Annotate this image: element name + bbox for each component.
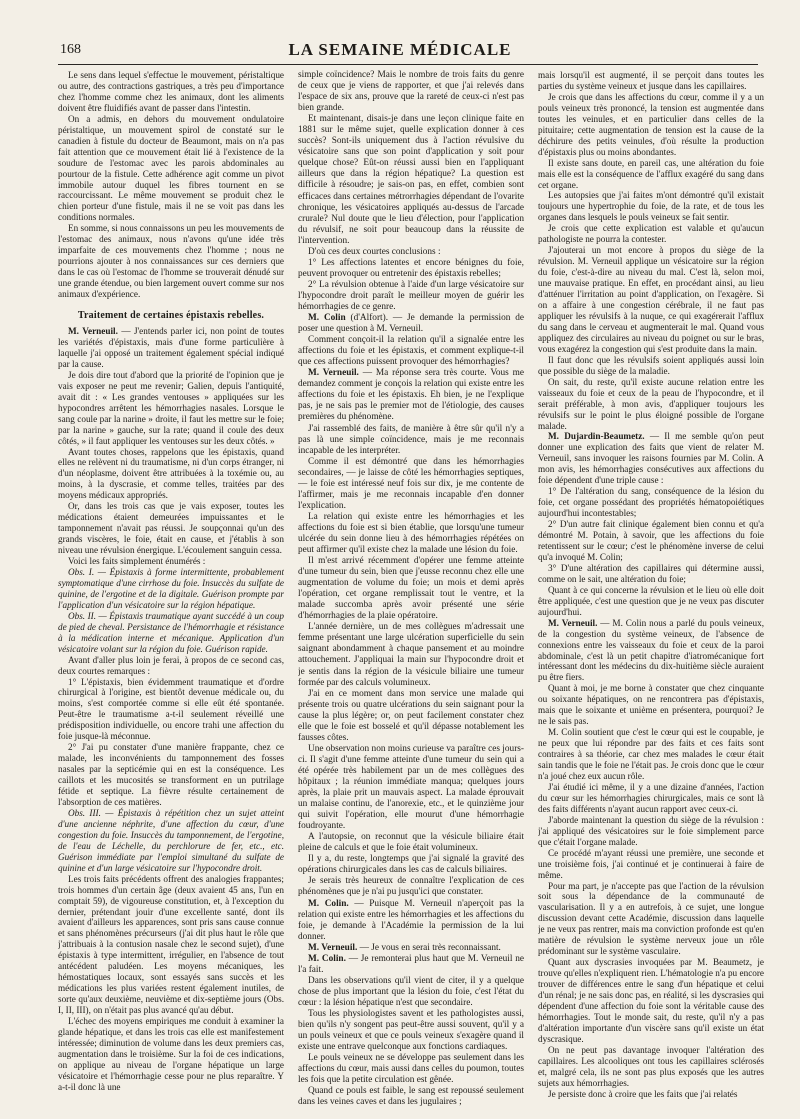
- paragraph-text: Les trois faits précédents offrent des analogies frappantes; trois hommes d'un certain âge (deux avaient 45 ans, l'un en comptait 59), de vigoureuse constitution, et, à l'exception du dernier, prétendant jouir d'une excellente santé, dont ils avaient d'ailleurs les apparences, sont pris sans cause connue et sans phénomènes précurseurs (j'ai dit plus haut le rôle que j'attribuais à la contusion nasale chez le second sujet), d'une épistaxis à type intermittent, irrégulier, en l'absence de tout antécédent paludéen. Les moyens mécaniques, les hémostatiques locaux, sont essayés sans succès et les médications les plus variées restent également inutiles, de sorte qu'aux deuxième, neuvième et dix-septième jours (Obs. I, II, III), on n'était pas plus avancé qu'au début.: [58, 873, 284, 1016]
- paragraph: [538, 727, 764, 782]
- paragraph: [298, 556, 524, 622]
- paragraph: [298, 280, 524, 313]
- observation-paragraph: [58, 611, 284, 655]
- paragraph-text: Pour ma part, je n'accepte pas que l'action de la révulsion soit sous la dépendance de la communauté de vascularisation. Il y a en autrefois, à ce sujet, une longue discussion devant cette Académie, discussion dans laquelle je ne veux pas rentrer, mais ma conviction profonde est qu'en matière de révulsion le système nerveux joue un rôle prédominant sur le système vasculaire.: [538, 880, 764, 957]
- paragraph: [538, 223, 764, 245]
- paragraph-text: Obs. I. — Épistaxis à forme intermittente, probablement symptomatique d'une cirrhose du foie. Insuccès du sulfate de quinine, de l'ergotine et de la digitale. Guérison prompte par l'application d'un vésicatoire sur la région hépatique.: [58, 566, 284, 610]
- paragraph-text: — J'entends parler ici, non point de toutes les variétés d'épistaxis, mais d'une forme particulière à laquelle j'ai opposé un traitement également spécial indiqué par la cause.: [58, 326, 284, 369]
- paragraph-text: 1° Les affections latentes et encore bénignes du foie, peuvent provoquer ou entretenir des épistaxis rebelles;: [298, 257, 524, 279]
- paragraph-text: M. Colin soutient que c'est le cœur qui est le coupable, je ne peux que lui répondre par des faits et ces faits sont contraires à sa théorie, car chez mes malades le cœur était sain tandis que le foie ne l'était pas. Je crois donc que le cœur n'a joué chez eux aucun rôle.: [538, 727, 764, 781]
- speaker-name: M. Verneuil.: [308, 942, 358, 953]
- paragraph: [298, 258, 524, 280]
- paragraph: [58, 70, 284, 114]
- section-title: Traitement de certaines épistaxis rebelles.: [77, 310, 265, 322]
- paragraph-text: — Puisque M. Verneuil n'aperçoit pas la relation qui existe entre les hémorrhagies et les affections du foie, je demande à l'Académie la permission de la lui donner.: [298, 898, 524, 942]
- paragraph-text: Il y a, du reste, longtemps que j'ai signalé la gravité des opérations chirurgicales dans les cas de calculs biliaires.: [298, 854, 524, 876]
- paragraph: [58, 556, 284, 567]
- paragraph-text: L'échec des moyens empiriques me conduit à examiner la glande hépatique, et dans les trois cas elle est manifestement intéressée; diminution de volume dans les deux premiers cas, augmentation dans le troisième. Sur la foi de ces indications, on applique au niveau de l'organe hépatique un large vésicatoire et l'hémorrhagie cesse pour ne plus reparaître. Y a-t-il donc là une: [58, 1016, 284, 1092]
- paragraph: [298, 689, 524, 744]
- header-rule: [58, 64, 758, 65]
- paragraph: [58, 223, 284, 300]
- observation-paragraph: [58, 567, 284, 611]
- paragraph-text: La relation qui existe entre les hémorrhagies et les affections du foie est si bien établie, que lorsqu'une tumeur ulcérée du sein donne lieu à des hémorrhagies répétées on peut affirmer qu'il existe chez la malade une lésion du foie.: [298, 511, 524, 556]
- speaker-name: M. Verneuil.: [308, 368, 359, 379]
- paragraph-text: Ce procédé m'ayant réussi une première, une seconde et une troisième fois, j'ai continué et je continuerai à faire de même.: [538, 847, 764, 880]
- paragraph-text: — Il me semble qu'on peut donner une explication des faits que vient de relater M. Verneuil, sans invoquer les raisons fournies par M. Colin. A mon avis, les hémorrhagies consécutives aux affections du foie dépendent d'une triple cause :: [538, 431, 764, 486]
- paragraph-text: On a admis, en dehors du mouvement ondulatoire péristaltique, un mouvement spirol de constaté sur le canadien à fistule du docteur de Beaumont, mais on n'a pas fait attention que ce mouvement était lié à l'existence de la soudure de l'estomac avec les parois abdominales au pourtour de la fistule. Cette adhérence agit comme un pivot immobile autour duquel les fibres tournent en se raccourcissant. Le même mouvement se produit chez le chien porteur d'une fistule, mais il ne se voit pas dans les conditions normales.: [58, 113, 284, 223]
- paragraph-text: Comment conçoit-il la relation qu'il a signalée entre les affections du foie et les épistaxis, et comment explique-t-il que ces affections puissent provoquer des hémorrhagies?: [298, 335, 524, 368]
- paragraph: [58, 655, 284, 677]
- paragraph: [298, 854, 524, 876]
- paragraph: [538, 881, 764, 958]
- paragraph: [58, 326, 284, 370]
- paragraph: [58, 874, 284, 1016]
- paragraph-text: J'ajouterai un mot encore à propos du siège de la révulsion. M. Verneuil applique un vésicatoire sur la région du foie, c'est-à-dire au niveau du mal. C'est là, selon moi, une mauvaise pratique. En effet, en procédant ainsi, au lieu d'atténuer l'irritation au point d'application, on l'exagère. Si on a affaire à une congestion cérébrale, il ne faut pas appliquer les révulsifs à la nuque, ce qui exagérerait l'afflux du sang dans le cerveau et augmenterait le mal. Quand vous appliquez des circulaires au niveau du poignet ou sur le bras, vous exagérez la congestion qui s'est produite dans la main.: [538, 245, 764, 354]
- paragraph: [58, 677, 284, 743]
- speaker-name: M. Verneuil.: [548, 617, 598, 628]
- paragraph: [538, 92, 764, 158]
- paragraph-text: 3° D'une altération des capillaires qui détermine aussi, comme on le sait, une altération du foie;: [538, 562, 764, 584]
- paragraph: [298, 1053, 524, 1086]
- column-middle: [298, 70, 524, 1110]
- paragraph: [58, 370, 284, 447]
- paragraph: [298, 943, 524, 954]
- page-number: 168: [60, 42, 81, 57]
- paragraph-text: On ne peut pas davantage invoquer l'altération des capillaires. Les alcooliques ont tous les capillaires sclérosés et, malgré cela, ils ne sont pas plus exposés que les autres sujets aux hémorrhagies.: [538, 1044, 764, 1088]
- paragraph: [538, 782, 764, 815]
- paragraph-text: Il faut donc que les révulsifs soient appliqués aussi loin que possible du siège de la maladie.: [538, 354, 764, 376]
- paragraph: [298, 744, 524, 832]
- paragraph: [298, 512, 524, 556]
- paragraph-text: J'ai en ce moment dans mon service une malade qui présente trois ou quatre ulcérations du sein saignant pour la cause la plus légère; or, on peut facilement constater chez elle que le foie est bosselé et qu'il dépasse notablement les fausses côtes.: [298, 688, 524, 743]
- paragraph-text: Une observation non moins curieuse va paraître ces jours-ci. Il s'agit d'une femme atteinte d'une tumeur du sein qui a été opérée très habilement par un de mes collègues des hôpitaux ; la réunion immédiate manqua; quelques jours après, la plaie prit un mauvais aspect. La malade éprouvait un malaise continu, de l'anorexie, etc., et le quinzième jour qui suivit l'opération, elle mourut d'une hémorrhagie foudroyante.: [298, 743, 524, 832]
- paragraph: [538, 486, 764, 519]
- paragraph: [538, 618, 764, 684]
- paragraph-text: Dans les observations qu'il vient de citer, il y a quelque chose de plus important que la lésion du foie, c'est l'état du cœur : la lésion hépatique n'est que secondaire.: [298, 975, 524, 1008]
- paragraph: [298, 1086, 524, 1108]
- paragraph-text: — M. Colin nous a parlé du pouls veineux, de la congestion du système veineux, de l'absence de connexions entre les vaisseaux du foie et ceux de la paroi abdominale, c'est là un petit chapitre d'iatromécanique fort intéressant dont les médecins du dix-huitième siècle auraient pu être fiers.: [538, 617, 764, 683]
- paragraph-text: Avant d'aller plus loin je ferai, à propos de ce second cas, deux courtes remarques :: [58, 654, 284, 676]
- paragraph: [538, 848, 764, 881]
- paragraph-text: J'ai étudié ici même, il y a une dizaine d'années, l'action du cœur sur les hémorrhagies chirurgicales, mais ce sont là des faits différents n'ayant aucun rapport avec ceux-ci.: [538, 781, 764, 814]
- speaker-name: M. Colin: [308, 313, 346, 324]
- paragraph: [298, 457, 524, 512]
- paragraph: [298, 1009, 524, 1053]
- paragraph: [298, 976, 524, 1009]
- paragraph: [298, 114, 524, 247]
- paragraph: [58, 447, 284, 502]
- column-right: [538, 70, 764, 1110]
- paragraph: [298, 247, 524, 258]
- paragraph: [298, 876, 524, 898]
- text-columns: [58, 70, 764, 1110]
- paragraph: [298, 335, 524, 368]
- paragraph-text: Quand ce pouls est faible, le sang est repoussé seulement dans les veines caves et dans les jugulaires ;: [298, 1086, 524, 1108]
- paragraph: [298, 899, 524, 943]
- paragraph: [538, 431, 764, 486]
- paragraph-text: On sait, du reste, qu'il existe aucune relation entre les vaisseaux du foie et ceux de la peau de l'hypocondre, et il serait préférable, à mon avis, d'appliquer toujours les révulsifs sur le point le plus éloigné possible de l'organe malade.: [538, 376, 764, 431]
- paragraph-text: A l'autopsie, on reconnut que la vésicule biliaire était pleine de calculs et que le foie était volumineux.: [298, 832, 524, 854]
- speaker-name: M. Colin.: [308, 953, 346, 964]
- paragraph-text: Le sens dans lequel s'effectue le mouvement, péristaltique ou autre, des contractions gastriques, a très peu d'importance chez l'homme comme chez les animaux, dont les aliments doivent être fluidifiés avant de passer dans l'intestin.: [58, 70, 284, 113]
- paragraph: [58, 114, 284, 224]
- paragraph: [298, 368, 524, 423]
- paragraph: [538, 519, 764, 563]
- paragraph: [538, 1089, 764, 1100]
- paragraph-text: Et maintenant, disais-je dans une leçon clinique faite en 1881 sur le même sujet, quelle explication donner à ces succès? Sont-ils uniquement dus à l'action révulsive du vésicatoire sans que son point d'application y soit pour quelque chose? Eût-on réussi aussi bien en l'appliquant ailleurs que dans la région hépatique? La question est difficile à résoudre; je sais-on pas, en effet, combien sont efficaces dans certaines métrorrhagies dépendant de l'ovarite chronique, les vésicatoires appliqués au-dessus de l'arcade crurale? Nul doute que le lieu d'élection, pour l'application du révulsif, ne soit pour beaucoup dans la réussite de l'intervention.: [298, 114, 524, 246]
- paragraph-text: Comme il est démontré que dans les hémorrhagies secondaires, — je laisse de côté les hémorrhagies septiques, — le foie est intéressé neuf fois sur dix, je me contente de l'affirmer, mais je me reconnais incapable d'en donner l'explication.: [298, 456, 524, 511]
- paragraph: [298, 313, 524, 335]
- paragraph: [538, 158, 764, 191]
- paragraph-text: Je persiste donc à croire que les faits que j'ai relatés: [548, 1088, 738, 1099]
- paragraph-text: Je dois dire tout d'abord que la priorité de l'opinion que je vais exposer ne peut me revenir; Galien, depuis l'antiquité, avait dit : « Les grandes ventouses » appliquées sur les hypocondres arrêtent les hémorrhagies nasales. Lorsque le sang coule par la narine » droite, il faut les mettre sur le foie; par la narine » gauche, sur la rate; quand il coule des deux côtés, » il faut appliquer les ventouses sur les deux côtés. »: [58, 369, 284, 446]
- paragraph: [538, 1045, 764, 1089]
- paragraph-text: Quant à ce qui concerne la révulsion et le lieu où elle doit être appliquée, c'est une question que je ne veux pas discuter aujourd'hui.: [538, 584, 764, 617]
- paragraph-text: Quant à moi, je me borne à constater que chez cinquante ou soixante hépatiques, on ne rencontrera pas d'épistaxis, mais que le soixante et unième en présentera, pourquoi? Je ne le sais pas.: [538, 683, 764, 727]
- paragraph-text: — Je vous en serai très reconnaissant.: [357, 942, 501, 953]
- paragraph-text: 2° La révulsion obtenue à l'aide d'un large vésicatoire sur l'hypocondre droit paraît le meilleur moyen de guérir les hémorrhagies de ce genre.: [298, 279, 524, 312]
- paragraph: [298, 70, 524, 114]
- speaker-name: M. Dujardin-Beaumetz.: [548, 431, 645, 442]
- paragraph: [538, 377, 764, 432]
- paragraph-text: Il existe sans doute, en pareil cas, une altération du foie mais elle est la conséquence de l'afflux exagéré du sang dans cet organe.: [538, 157, 764, 190]
- paragraph-text: Voici les faits simplement énumérés :: [68, 556, 206, 567]
- column-left: [58, 70, 284, 1110]
- paragraph-text: L'année dernière, un de mes collègues m'adressait une femme présentant une large ulcération superficielle du sein saignant abondamment à chaque pansement et au moindre attouchement. J'appliquai la main sur l'hypocondre droit et je sentis dans la région de la vésicule biliaire une tumeur formée par des calculs volumineux.: [298, 622, 524, 688]
- paragraph-text: — Ma réponse sera très courte. Vous me demandez comment je conçois la relation qui existe entre les affections du foie et les épistaxis. Eh bien, je ne l'explique pas, je ne sais pas le premier mot de l'étiologie, des causes premières du phénomène.: [298, 368, 524, 423]
- paragraph-text: — Je remonterai plus haut que M. Verneuil ne l'a fait.: [298, 953, 524, 975]
- paragraph: [298, 424, 524, 457]
- speaker-name: M. Verneuil.: [68, 326, 118, 337]
- paragraph-text: Je crois que dans les affections du cœur, comme il y a un pouls veineux très prononcé, la tension est augmentée dans toutes les veinules, et en particulier dans celles de la pituitaire; cette augmentation de tension est la cause de la déchirure des petits veinules, d'où résulte la production d'épistaxis plus ou moins abondantes.: [538, 91, 764, 157]
- paragraph: [538, 563, 764, 585]
- paragraph-text: 1° L'épistaxis, bien évidemment traumatique et d'ordre chirurgical à l'origine, est bientôt devenue médicale ou, du moins, s'est comportée comme si elle eût été spontanée. Peut-être le traumatisme a-t-il seulement réveillé une prédisposition individuelle, ou encore trahi une affection du foie jusque-là méconnue.: [58, 676, 284, 742]
- paragraph-text: Le pouls veineux ne se développe pas seulement dans les affections du cœur, mais aussi dans celles du poumon, toutes les fois que la petite circulation est gênée.: [298, 1053, 524, 1086]
- paragraph-text: Or, dans les trois cas que je vais exposer, toutes les médications étaient demeurées impuissantes et le tamponnement n'avait pas réussi. Je soupçonnai qu'un des grands viscères, le foie, était en cause, et j'établis à son niveau une révulsion énergique. L'écoulement sanguin cessa.: [58, 501, 284, 556]
- paragraph-text: simple coïncidence? Mais le nombre de trois faits du genre de ceux que je viens de rapporter, et que j'ai relevés dans l'espace de six ans, prouve que la rareté de ceux-ci n'est pas bien grande.: [298, 70, 524, 114]
- paragraph-text: Je crois que cette explication est valable et qu'aucun pathologiste ne pourra la contester.: [538, 223, 764, 245]
- paragraph: [298, 832, 524, 854]
- paragraph: [538, 957, 764, 1045]
- paragraph: [298, 954, 524, 976]
- paragraph: [538, 585, 764, 618]
- paragraph-text: (d'Alfort). — Je demande la permission de poser une question à M. Verneuil.: [298, 313, 524, 335]
- paragraph: [58, 742, 284, 808]
- paragraph-text: Avant toutes choses, rappelons que les épistaxis, quand elles ne relèvent ni du traumatisme, ni d'un corps étranger, ni d'un néoplasme, doivent être attribuées à la toxémie ou, au moins, à la dyscrasie, et comme telles, traitées par des moyens médicaux appropriés.: [58, 446, 284, 501]
- running-title: LA SEMAINE MÉDICALE: [288, 40, 512, 59]
- paragraph-text: Obs. II. — Épistaxis traumatique ayant succédé à un coup de pied de cheval. Persistance de l'hémorrhagie et résistance à la médication interne et mécanique. Application d'un vésicatoire volant sur la région du foie. Guérison rapide.: [58, 610, 284, 654]
- paragraph: [538, 683, 764, 727]
- paragraph-text: 2° D'un autre fait clinique également bien connu et qu'a démontré M. Potain, à savoir, que les affections du foie retentissent sur le cœur; c'est le phénomène inverse de celui qu'a invoqué M. Colin;: [538, 519, 764, 562]
- paragraph-text: Quant aux dyscrasies invoquées par M. Beaumetz, je trouve qu'elles n'expliquent rien. L'hématologie n'a pu encore trouver de différences entre le sang d'un hépatique et celui d'un rénal; je ne sais donc pas, en réalité, si les dyscrasies qui dépendent d'une affection du foie sont la véritable cause des hémorrhagies. Tout le monde sait, du reste, qu'il n'y a pas d'altération importante d'un viscère sans qu'il existe un état dyscrasique.: [538, 957, 764, 1044]
- paragraph-text: Je serais très heureux de connaître l'explication de ces phénomènes que je n'ai pu jusqu'ici que constater.: [298, 876, 524, 898]
- paragraph: [58, 501, 284, 556]
- paragraph: [538, 70, 764, 92]
- paragraph-text: 2° J'ai pu constater d'une manière frappante, chez ce malade, les inconvénients du tamponnement des fosses nasales par la septicémie qui en est la conséquence. Les caillots et les mucosités se transforment en un putrilage fétide et septique. La fièvre résulte certainement de l'absorption de ces matières.: [58, 742, 284, 807]
- paragraph: [58, 1016, 284, 1093]
- paragraph-text: Les autopsies que j'ai faites m'ont démontré qu'il existait toujours une hypertrophie du foie, de la rate, et de tous les organes dans lesquels le pouls veineux se fait sentir.: [538, 190, 764, 223]
- paragraph-text: J'aborde maintenant la question du siège de la révulsion : j'ai appliqué des vésicatoires sur le foie simplement parce que c'était l'organe malade.: [538, 814, 764, 847]
- paragraph: [538, 245, 764, 355]
- paragraph-text: Tous les physiologistes savent et les pathologistes aussi, bien qu'ils n'y songent pas peut-être aussi souvent, qu'il y a un pouls veineux et que ce pouls veineux s'exagère quand il existe une entrave quelconque aux fonctions cardiaques.: [298, 1008, 524, 1053]
- paragraph-text: J'ai rassemblé des faits, de manière à être sûr qu'il n'y a pas là une simple coïncidence, mais je me reconnais incapable de les interpréter.: [298, 423, 524, 456]
- paragraph-text: Il m'est arrivé récemment d'opérer une femme atteinte d'une tumeur du sein, bien que j'eusse reconnu chez elle une augmentation de volume du foie; un mois et demi après l'opération, cet organe remplissait tout le ventre, et la malade succomba après avoir présenté une série d'hémorrhagies de la plaie opératoire.: [298, 556, 524, 622]
- paragraph: [538, 355, 764, 377]
- paragraph-text: D'où ces deux courtes conclusions :: [308, 246, 441, 257]
- paragraph-text: 1° De l'altération du sang, conséquence de la lésion du foie, cet organe possédant des propriétés hématopoiétiques aujourd'hui incontestables;: [538, 486, 764, 519]
- paragraph: [538, 815, 764, 848]
- paragraph-text: mais lorsqu'il est augmenté, il se perçoit dans toutes les parties du système veineux et jusque dans les capillaires.: [538, 70, 764, 91]
- speaker-name: M. Colin.: [308, 898, 349, 909]
- paragraph: [538, 190, 764, 223]
- paragraph: [298, 622, 524, 688]
- paragraph-text: Obs. III. — Épistaxis à répétition chez un sujet atteint d'une ancienne néphrite, d'une affection du cœur, d'une congestion du foie. Insuccès du tamponnement, de l'ergotine, de l'eau de Léchelle, du perchlorure de fer, etc., etc. Guérison immédiate par l'emploi simultané du sulfate de quinine et d'un large vésicatoire sur l'hypocondre droit.: [58, 807, 284, 873]
- page-header: [40, 38, 760, 64]
- paragraph-text: En somme, si nous connaissons un peu les mouvements de l'estomac des animaux, nous n'avons qu'une idée très imparfaite de ces mouvements chez l'homme ; nous ne pourrions ajouter à nos connaissances sur ces derniers que dans le cas où l'estomac de l'homme se trouverait dénudé sur une grande étendue, ou bien largement ouvert comme sur nos animaux d'expérience.: [58, 223, 284, 300]
- observation-paragraph: [58, 808, 284, 874]
